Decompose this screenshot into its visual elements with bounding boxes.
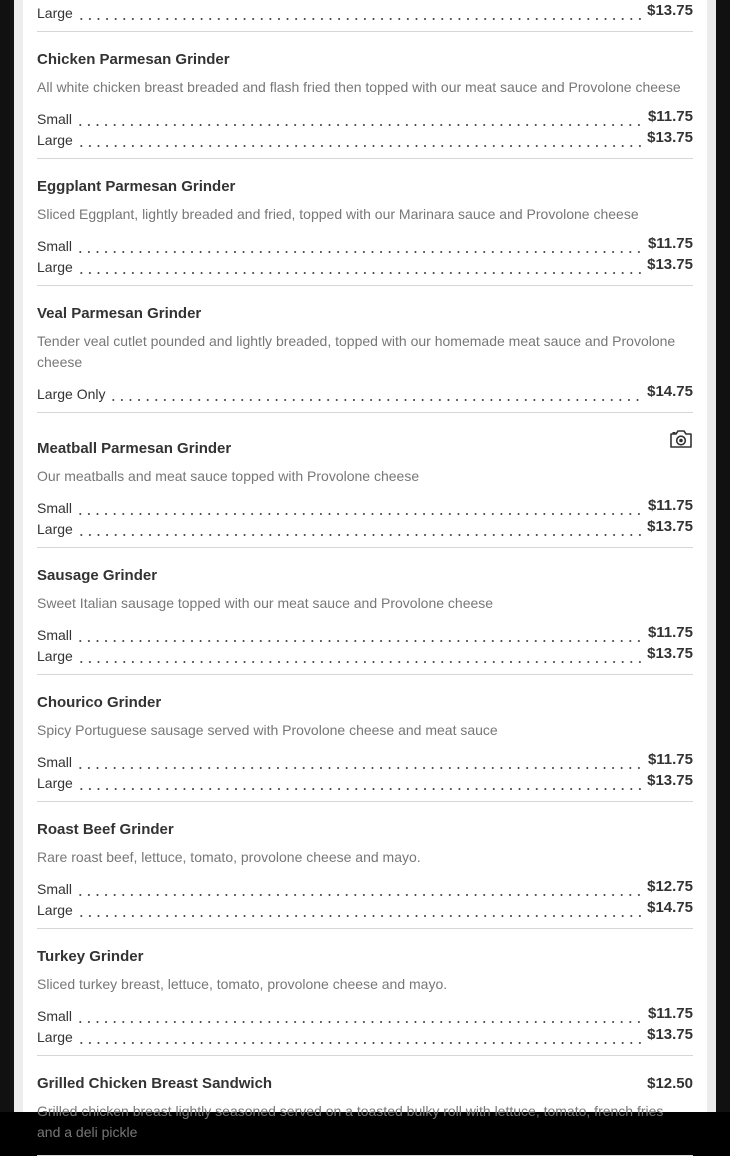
size-label: Large — [37, 1029, 73, 1045]
size-label: Small — [37, 754, 73, 770]
size-label: Large — [37, 259, 73, 275]
price-list — [37, 741, 693, 801]
size-label: Large — [37, 775, 73, 791]
dot-leader — [77, 131, 645, 150]
price: $11.75 — [647, 751, 693, 768]
dot-leader — [76, 1007, 646, 1026]
item-name: Veal Parmesan Grinder — [37, 305, 202, 322]
item-name: Turkey Grinder — [37, 948, 144, 965]
price: $13.75 — [647, 2, 693, 19]
size-label: Small — [37, 111, 73, 127]
price-row-large[interactable] — [37, 643, 693, 664]
item-description: Spicy Portuguese sausage served with Provolone cheese and meat sauce — [37, 722, 498, 738]
price-list — [37, 487, 693, 547]
dot-leader — [77, 520, 645, 539]
size-label: Large — [37, 132, 73, 148]
price-list — [37, 614, 693, 674]
price: $14.75 — [647, 899, 693, 916]
size-label: Small — [37, 627, 73, 643]
price-row-large-only[interactable] — [37, 381, 693, 402]
price: $11.75 — [647, 497, 693, 514]
menu-item[interactable] — [37, 929, 693, 1056]
price: $13.75 — [647, 129, 693, 146]
menu-item[interactable] — [37, 286, 693, 413]
item-name: Grilled Chicken Breast Sandwich — [37, 1075, 273, 1092]
size-label: Large — [37, 5, 73, 21]
dot-leader — [77, 901, 645, 920]
dot-leader — [77, 258, 645, 277]
dot-leader — [76, 880, 645, 899]
price: $13.75 — [647, 1026, 693, 1043]
menu-item[interactable] — [37, 159, 693, 286]
item-name: Eggplant Parmesan Grinder — [37, 178, 236, 195]
price: $13.75 — [647, 256, 693, 273]
menu-item[interactable] — [37, 548, 693, 675]
price: $11.75 — [647, 1005, 693, 1022]
dot-leader — [77, 647, 645, 666]
item-description: Sliced Eggplant, lightly breaded and fried, topped with our Marinara sauce and Provolone cheese — [37, 206, 639, 222]
menu-card — [23, 0, 707, 1140]
item-description: All white chicken breast breaded and flash fried then topped with our meat sauce and Provolone cheese — [37, 79, 681, 95]
price-row-small[interactable] — [37, 495, 693, 516]
price-row-large[interactable] — [37, 0, 693, 21]
size-label: Large — [37, 902, 73, 918]
price-row-small[interactable] — [37, 622, 693, 643]
price: $14.75 — [647, 383, 693, 400]
item-description: Rare roast beef, lettuce, tomato, provolone cheese and mayo. — [37, 849, 421, 865]
item-description: Our meatballs and meat sauce topped with Provolone cheese — [37, 468, 420, 484]
item-description: Grilled chicken breast lightly seasoned served on a toasted bulky roll with lettuce, tomato, french fries and a deli pickle — [37, 1103, 664, 1140]
price-list — [37, 995, 693, 1055]
price-list — [37, 868, 693, 928]
price-row-small[interactable] — [37, 106, 693, 127]
price: $13.75 — [647, 645, 693, 662]
item-name: Roast Beef Grinder — [37, 821, 174, 838]
size-label: Large — [37, 648, 73, 664]
item-description: Sweet Italian sausage topped with our meat sauce and Provolone cheese — [37, 595, 494, 611]
dot-leader — [76, 237, 646, 256]
price: $11.75 — [647, 108, 693, 125]
size-label — [37, 0, 72, 2]
price-list — [37, 98, 693, 158]
menu-list — [37, 0, 693, 1156]
price: $13.75 — [647, 772, 693, 789]
item-name: Sausage Grinder — [37, 567, 158, 584]
menu-item[interactable] — [37, 802, 693, 929]
item-description: Tender veal cutlet pounded and lightly breaded, topped with our homemade meat sauce and Provolone cheese — [37, 333, 676, 370]
price-row-small[interactable] — [37, 233, 693, 254]
price: $11.75 — [647, 624, 693, 641]
price-list — [37, 373, 693, 412]
price-row-small[interactable] — [37, 876, 693, 897]
size-label: Large — [37, 521, 73, 537]
item-name: Chicken Parmesan Grinder — [37, 51, 230, 68]
size-label: Small — [37, 500, 73, 516]
dot-leader — [76, 499, 646, 518]
price-list — [37, 0, 693, 31]
camera-icon[interactable] — [669, 429, 693, 449]
menu-item[interactable] — [37, 0, 693, 32]
dot-leader — [77, 774, 645, 793]
price-row-large[interactable] — [37, 770, 693, 791]
price-row-large[interactable] — [37, 127, 693, 148]
item-name: Meatball Parmesan Grinder — [37, 440, 232, 457]
price-list — [37, 225, 693, 285]
size-label: Small — [37, 1008, 73, 1024]
price: $12.75 — [647, 878, 693, 895]
dot-leader — [76, 626, 646, 645]
size-label: Large Only — [37, 386, 106, 402]
size-label: Small — [37, 238, 73, 254]
dot-leader — [77, 1028, 645, 1047]
menu-item[interactable] — [37, 32, 693, 159]
price-row-large[interactable] — [37, 516, 693, 537]
menu-item[interactable] — [37, 1056, 693, 1156]
price: $12.50 — [647, 1075, 693, 1092]
dot-leader — [76, 0, 646, 2]
dot-leader — [109, 385, 645, 404]
dot-leader — [77, 4, 645, 23]
item-description: Sliced turkey breast, lettuce, tomato, provolone cheese and mayo. — [37, 976, 448, 992]
menu-item[interactable] — [37, 675, 693, 802]
price-row-large[interactable] — [37, 254, 693, 275]
dot-leader — [76, 110, 646, 129]
price-row-large[interactable] — [37, 1024, 693, 1045]
dot-leader — [76, 753, 646, 772]
price-row-small[interactable] — [37, 1003, 693, 1024]
price-row-small[interactable] — [37, 749, 693, 770]
price-row-large[interactable] — [37, 897, 693, 918]
size-label: Small — [37, 881, 73, 897]
item-name: Chourico Grinder — [37, 694, 162, 711]
price: $11.75 — [647, 235, 693, 252]
price: $13.75 — [647, 518, 693, 535]
menu-item[interactable] — [37, 413, 693, 548]
